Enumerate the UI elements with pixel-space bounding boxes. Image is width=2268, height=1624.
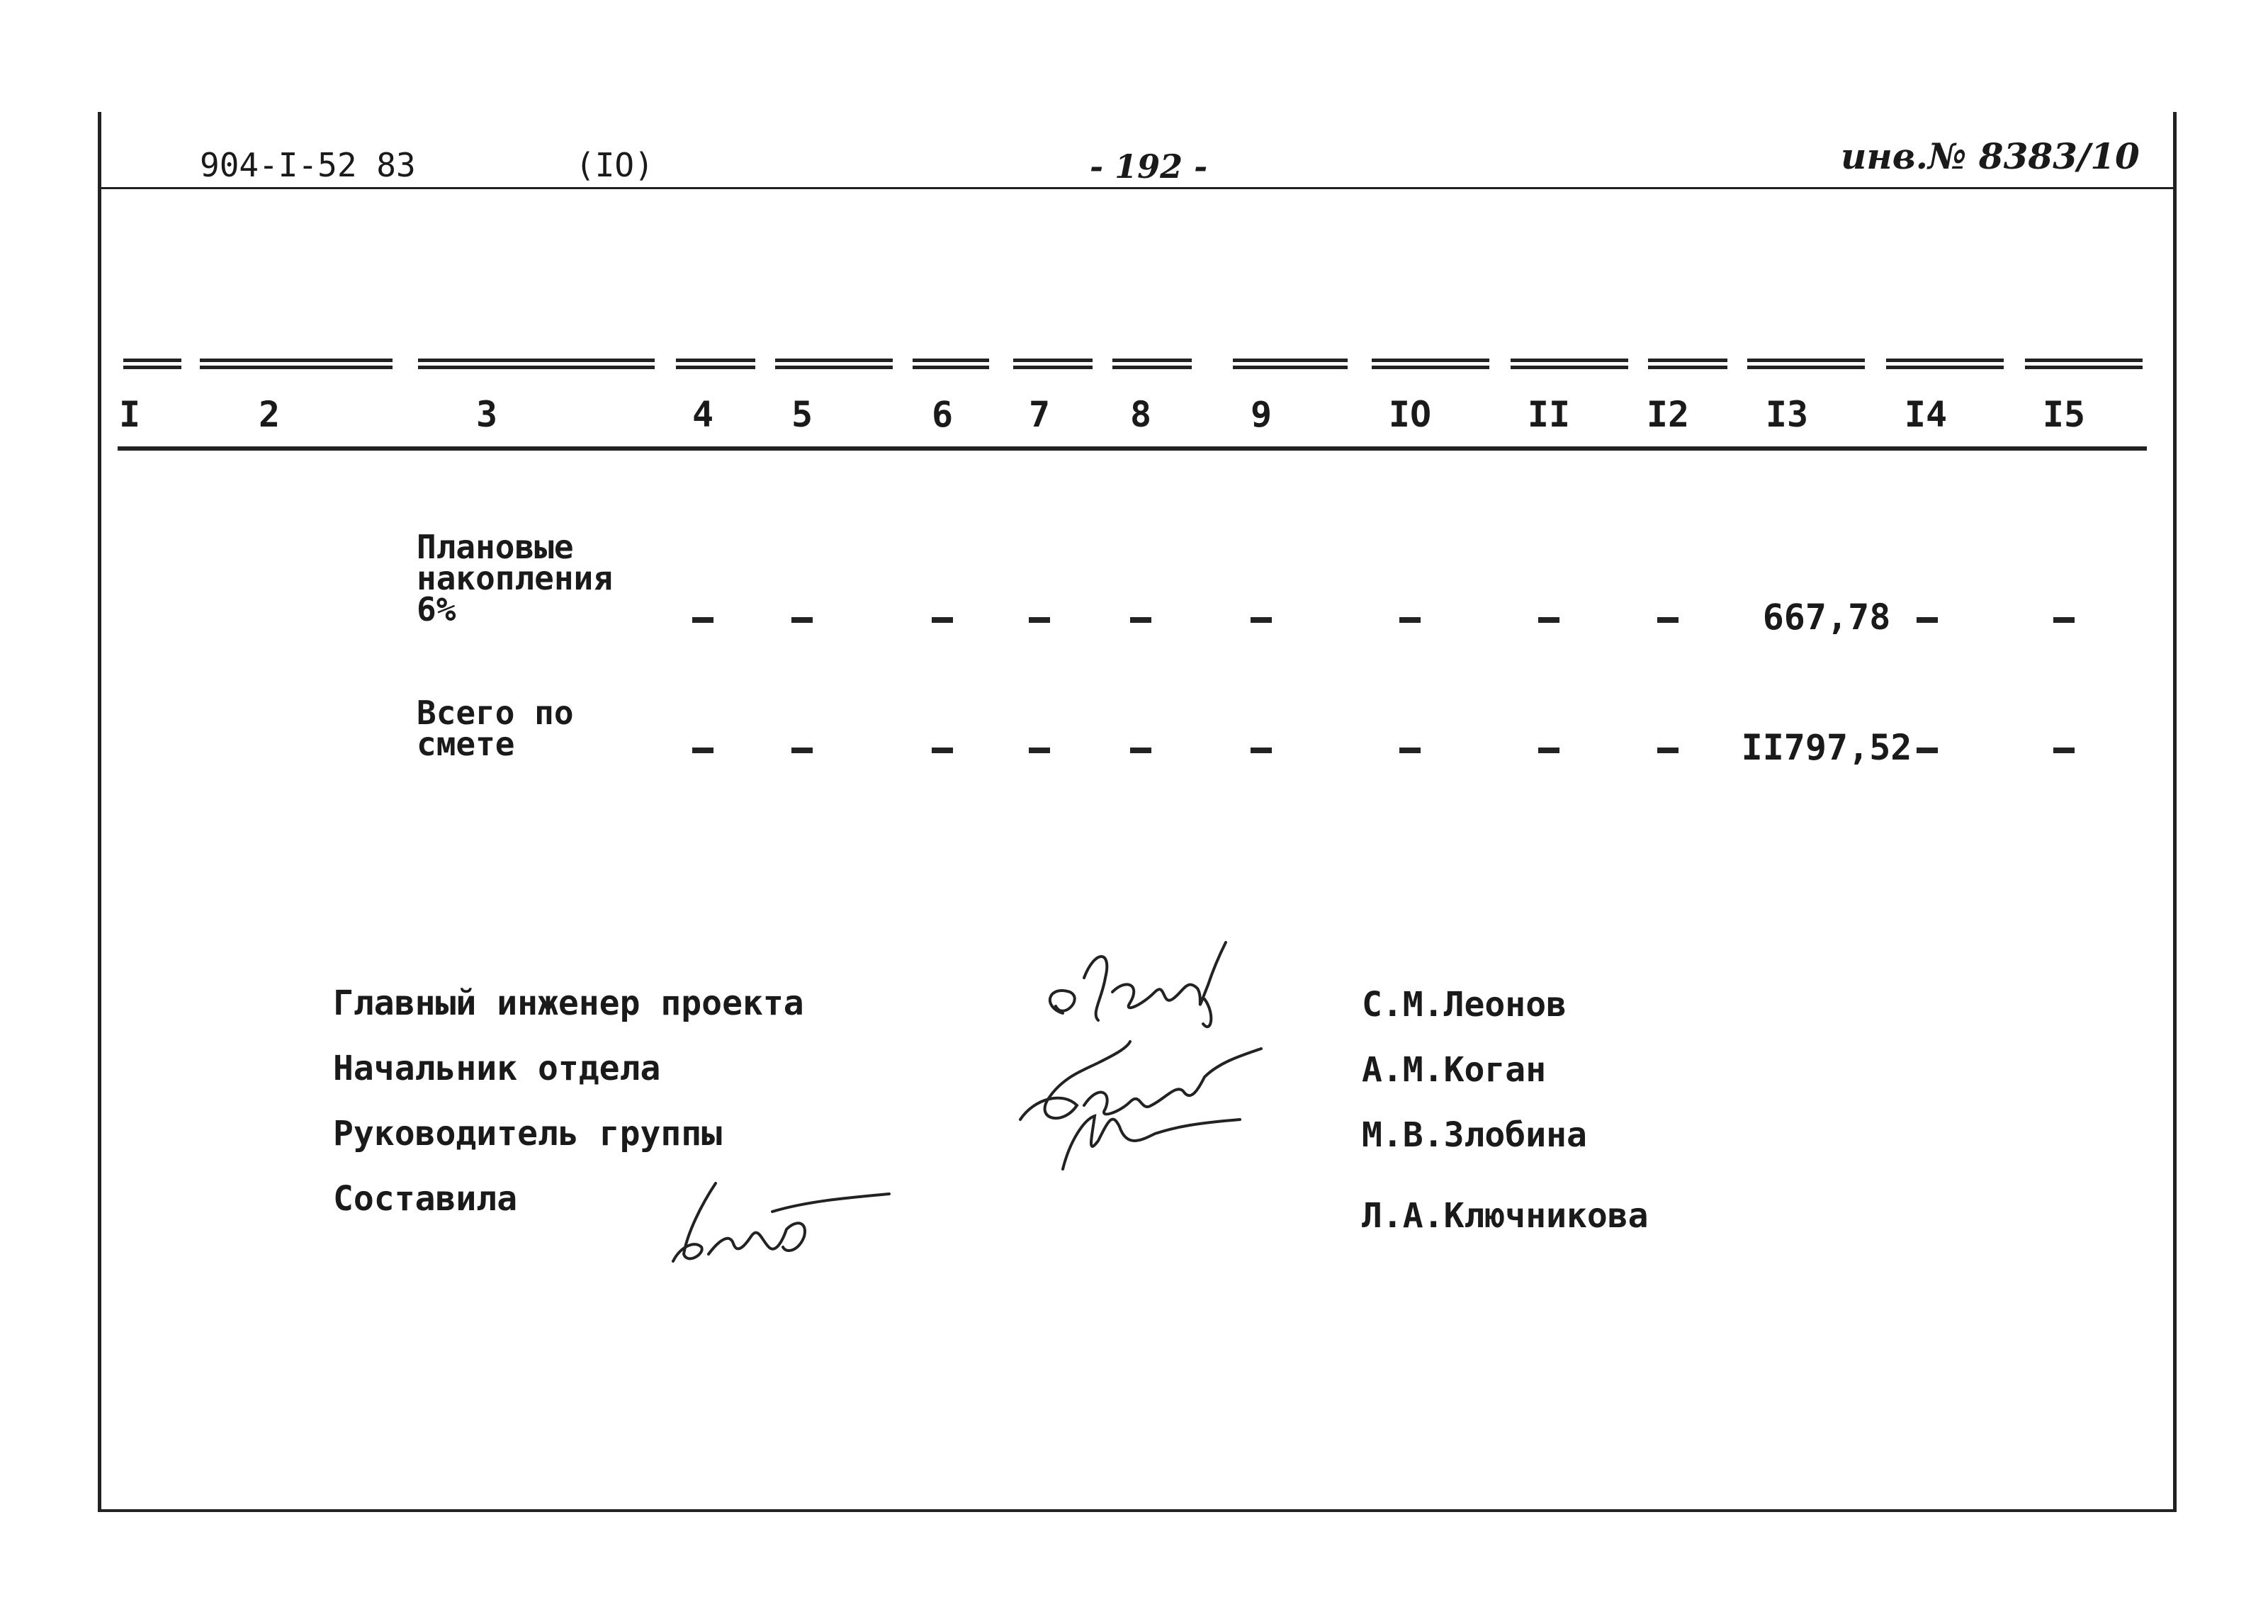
table-cell: [1399, 599, 1421, 635]
empty-value-dash: [2053, 617, 2075, 623]
column-number: 2: [258, 394, 281, 435]
table-cell: [1917, 730, 1938, 765]
table-cell: [1130, 599, 1151, 635]
empty-value-dash: [1029, 617, 1050, 623]
column-number: I3: [1765, 394, 1809, 435]
column-number: I2: [1646, 394, 1690, 435]
column-number: 9: [1250, 394, 1273, 435]
table-cell: [1251, 599, 1272, 635]
row-label: Плановые накопления 6%: [417, 528, 613, 628]
table-cell: [1029, 730, 1050, 765]
signer-title: Главный инженер проекта: [333, 983, 804, 1023]
column-number: 6: [931, 394, 954, 435]
empty-value-dash: [1538, 748, 1559, 753]
table-cell: [932, 599, 953, 635]
table-cell: [2053, 599, 2075, 635]
inventory-number: инв.№ 8383/10: [1841, 135, 2140, 177]
empty-value-dash: [932, 748, 953, 753]
column-number: I4: [1904, 394, 1948, 435]
empty-value-dash: [791, 617, 813, 623]
empty-value-dash: [2053, 748, 2075, 753]
table-cell: [1399, 730, 1421, 765]
column-number: 8: [1129, 394, 1152, 435]
empty-value-dash: [791, 748, 813, 753]
table-cell: [692, 599, 713, 635]
column-number: IO: [1388, 394, 1432, 435]
table-cell: [1538, 730, 1559, 765]
signer-title: Руководитель группы: [333, 1114, 723, 1154]
empty-value-dash: [1029, 748, 1050, 753]
header-rule: [98, 187, 2173, 189]
row-label: Всего по смете: [417, 694, 574, 763]
table-cell: [932, 730, 953, 765]
column-number: I5: [2042, 394, 2086, 435]
table-cell: [692, 730, 713, 765]
empty-value-dash: [1399, 617, 1421, 623]
empty-value-dash: [1657, 617, 1679, 623]
signature-compiler: [666, 1169, 900, 1275]
part-number: (IO): [575, 146, 654, 184]
table-cell: [1657, 730, 1679, 765]
table-cell: [1130, 730, 1151, 765]
table-cell: [791, 599, 813, 635]
table-header-rule: [118, 446, 2147, 451]
empty-value-dash: [1917, 617, 1938, 623]
table-cell: [2053, 730, 2075, 765]
empty-value-dash: [1251, 617, 1272, 623]
page-number: - 192 -: [1090, 147, 1208, 186]
signer-title: Составила: [333, 1179, 518, 1219]
table-cell: [1657, 599, 1679, 635]
empty-value-dash: [1130, 748, 1151, 753]
signer-name: С.М.Леонов: [1362, 985, 1567, 1025]
column-number: 4: [692, 394, 714, 435]
empty-value-dash: [1538, 617, 1559, 623]
empty-value-dash: [1399, 748, 1421, 753]
table-cell: 667,78: [1762, 597, 1891, 638]
empty-value-dash: [1251, 748, 1272, 753]
empty-value-dash: [1917, 748, 1938, 753]
table-cell: [1917, 599, 1938, 635]
empty-value-dash: [1657, 748, 1679, 753]
column-number: 3: [475, 394, 498, 435]
document-code: 904-I-52 83: [200, 146, 416, 184]
signature-chief-engineer: [1034, 935, 1247, 1042]
signer-title: Начальник отдела: [333, 1049, 661, 1088]
signer-name: А.М.Коган: [1362, 1050, 1547, 1090]
page-frame: [98, 112, 2177, 1512]
column-number: I: [118, 394, 141, 435]
column-number: II: [1527, 394, 1571, 435]
signer-name: Л.А.Ключникова: [1362, 1196, 1649, 1236]
table-cell: II797,52: [1741, 727, 1912, 768]
empty-value-dash: [692, 748, 713, 753]
empty-value-dash: [932, 617, 953, 623]
signer-name: М.В.Злобина: [1362, 1115, 1587, 1155]
empty-value-dash: [1130, 617, 1151, 623]
table-cell: [1538, 599, 1559, 635]
signature-department-head: [1006, 1034, 1275, 1176]
table-top-double-rule: [118, 359, 2147, 369]
table-cell: [1029, 599, 1050, 635]
column-number: 5: [791, 394, 813, 435]
table-cell: [1251, 730, 1272, 765]
table-cell: [791, 730, 813, 765]
column-number: 7: [1028, 394, 1051, 435]
empty-value-dash: [692, 617, 713, 623]
